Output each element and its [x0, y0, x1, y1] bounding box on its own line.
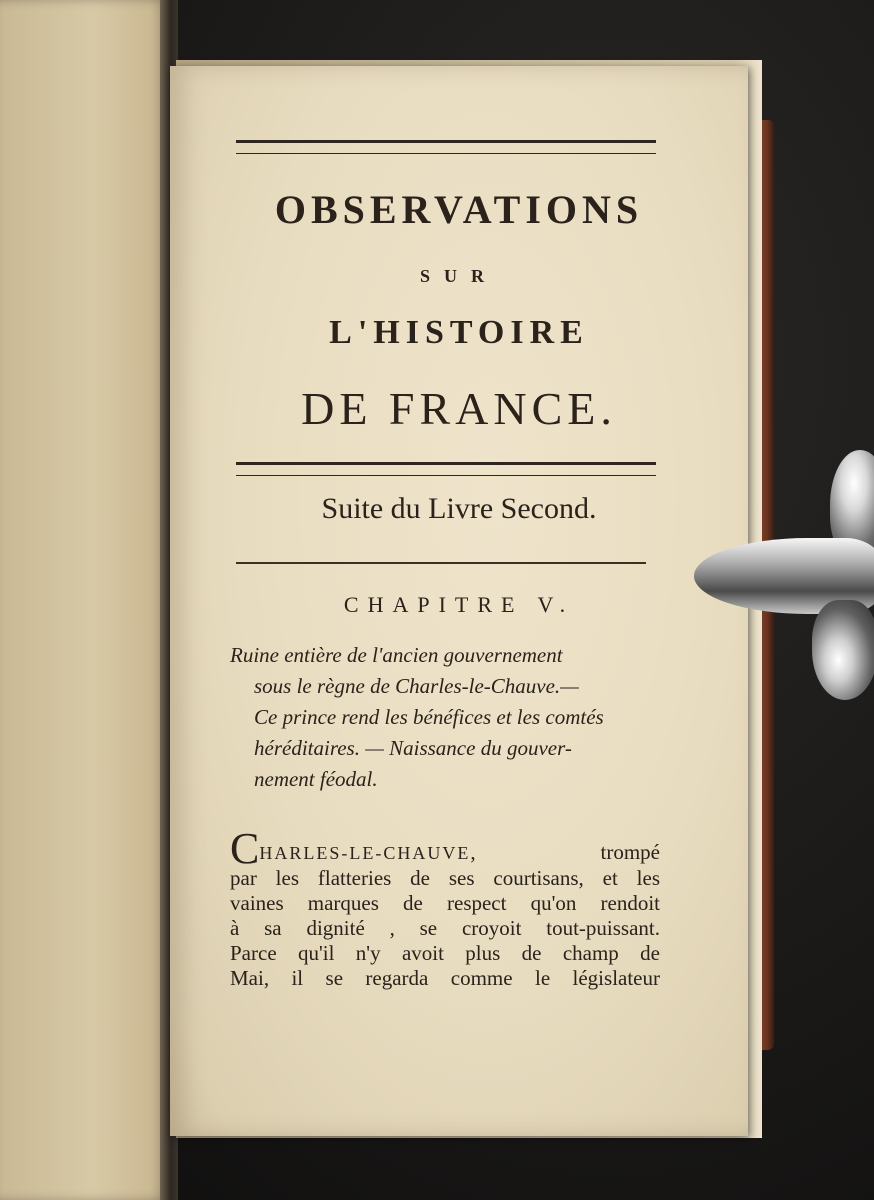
body-line: par les flatteries de ses courtisans, et les	[230, 866, 660, 890]
title-histoire: L'HISTOIRE	[329, 314, 589, 351]
title-de-france: DE FRANCE.	[301, 383, 617, 434]
top-double-rule	[236, 140, 656, 154]
middle-double-rule	[236, 462, 656, 476]
fleur-de-lis-clip	[692, 450, 874, 710]
chapter-summary	[230, 640, 650, 795]
left-blank-page	[0, 0, 170, 1200]
body-line: vaines marques de respect qu'on rendoit	[230, 891, 660, 915]
body-line: Parce qu'il n'y avoit plus de champ de	[230, 941, 660, 965]
summary-line: Ruine entière de l'ancien gouvernement	[230, 643, 563, 667]
drop-cap: C	[230, 824, 260, 873]
body-line: Mai, il se regarda comme le législateur	[230, 966, 660, 990]
summary-line: sous le règne de Charles-le-Chauve.—	[254, 674, 579, 698]
body-text	[230, 824, 660, 991]
chapter-heading: CHAPITRE V.	[343, 592, 575, 617]
first-line-rest: , trompé	[470, 840, 660, 864]
body-first-line	[230, 824, 660, 873]
summary-line: héréditaires. — Naissance du gouver-	[254, 736, 572, 760]
title-sur: SUR	[419, 266, 498, 286]
subtitle: Suite du Livre Second.	[321, 492, 597, 525]
body-line: à sa dignité , se croyoit tout-puissant.	[230, 916, 660, 940]
summary-line: nement féodal.	[254, 767, 378, 791]
clip-bottom-petal	[812, 600, 874, 700]
single-rule	[236, 562, 646, 564]
title-page	[170, 66, 748, 1136]
summary-line: Ce prince rend les bénéfices et les comtés	[254, 705, 604, 729]
first-word-caps: HARLES-LE-CHAUVE	[259, 843, 471, 863]
title-observations: OBSERVATIONS	[274, 187, 644, 232]
